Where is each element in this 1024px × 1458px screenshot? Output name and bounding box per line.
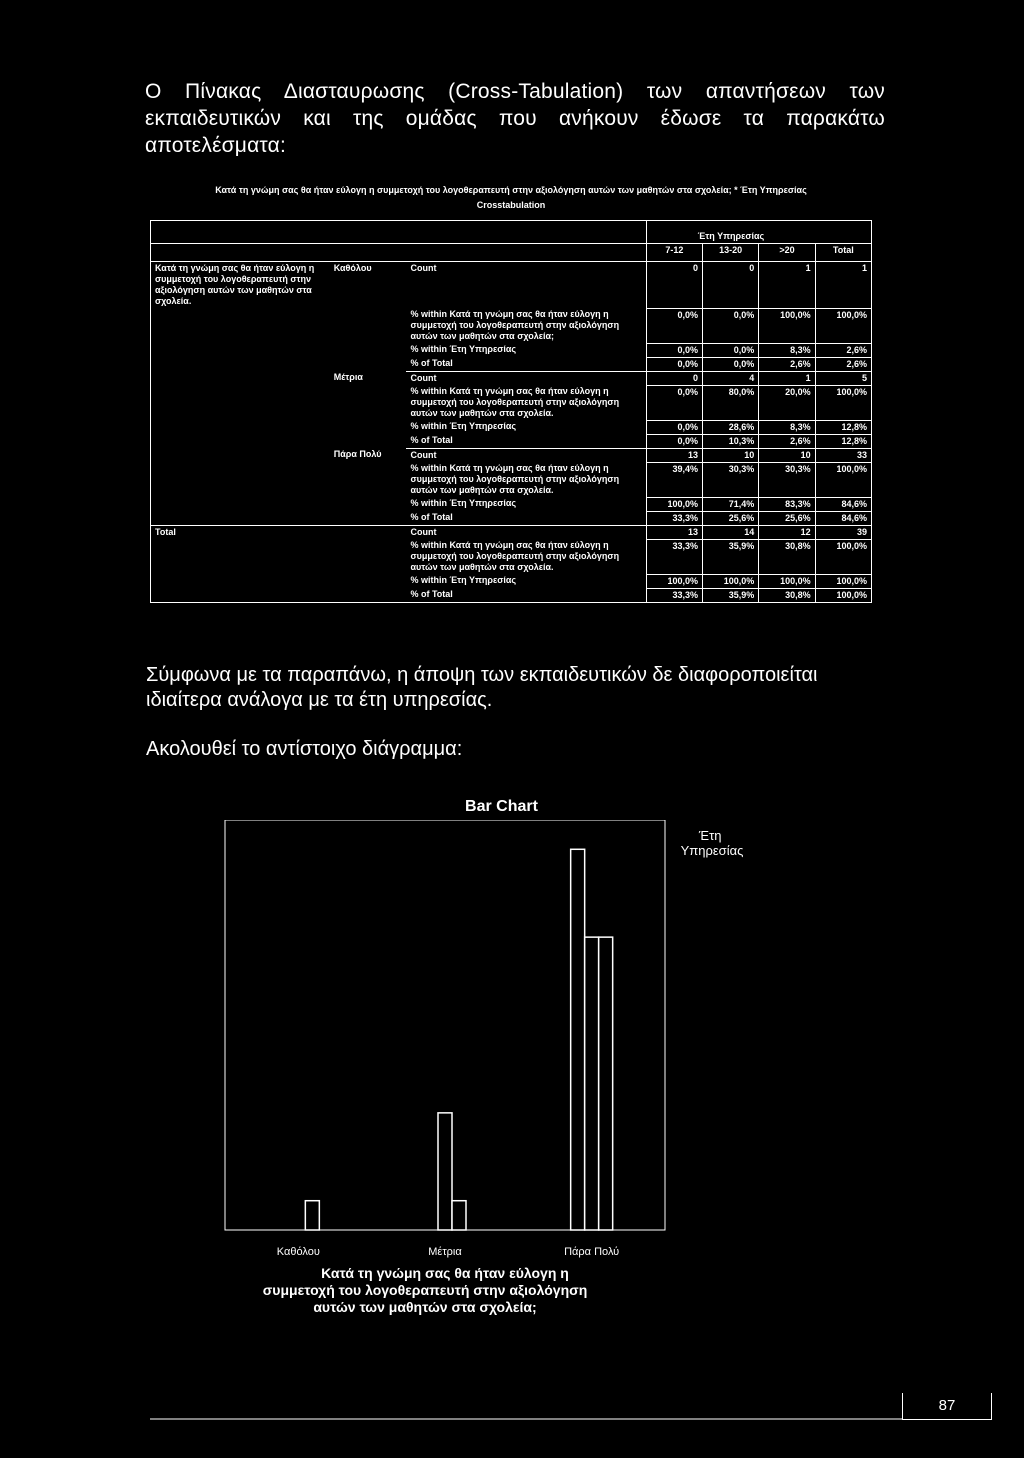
row-group-label: Καθόλου <box>333 263 372 273</box>
table-cell: 2,6% <box>815 343 871 357</box>
stat-label: % of Total <box>410 435 453 445</box>
table-cell: 84,6% <box>815 511 871 525</box>
table-caption <box>150 183 872 213</box>
stat-label: % of Total <box>410 589 453 599</box>
table-row <box>151 497 872 511</box>
table-cell: 12 <box>759 525 815 539</box>
stat-label: % of Total <box>410 512 453 522</box>
table-cell: 28,6% <box>703 420 759 434</box>
table-cell: 25,6% <box>759 511 815 525</box>
page-number: 87 <box>902 1393 992 1420</box>
table-cell: 80,0% <box>703 385 759 420</box>
table-cell: 100,0% <box>646 574 702 588</box>
table-cell: 13 <box>646 525 702 539</box>
table-cell: 100,0% <box>815 385 871 420</box>
chart-intro-paragraph: Ακολουθεί το αντίστοιχο διάγραμμα: <box>146 738 463 760</box>
row-variable-label: Κατά τη γνώμη σας θα ήταν εύλογη η συμμετοχή του λογοθεραπευτή στην αξιολόγηση αυτών των μαθητών στα σχολεία. <box>155 263 315 306</box>
table-cell: 13 <box>646 448 702 462</box>
table-cell: 0 <box>703 262 759 309</box>
table-row <box>151 308 872 343</box>
table-cell: 2,6% <box>815 357 871 371</box>
stat-label: Count <box>406 448 646 462</box>
chart-title: Bar Chart <box>465 798 538 815</box>
table-row <box>151 357 872 371</box>
table-cell: 8,3% <box>759 343 815 357</box>
table-cell: 14 <box>703 525 759 539</box>
crosstab-table <box>150 220 872 603</box>
bar-2-1 <box>585 937 599 1230</box>
stat-label: % of Total <box>410 358 453 368</box>
table-cell: 100,0% <box>646 497 702 511</box>
row-group-label: Total <box>151 525 407 539</box>
table-cell: 71,4% <box>703 497 759 511</box>
table-cell: 2,6% <box>759 434 815 448</box>
intro-paragraph: Ο Πίνακας Διασταυρωσης (Cross-Tabulation) των απαντήσεων των εκπαιδευτικών και της ομάδας που ανήκουν έδωσε τα παρακάτω αποτελέσματα: <box>145 80 885 157</box>
legend-title: Έτη Υπηρεσίας <box>680 828 744 858</box>
x-axis-title-line-1: Κατά τη γνώμη σας θα ήταν εύλογη η <box>321 1265 569 1281</box>
column-header: 7-12 <box>646 244 702 262</box>
table-cell: 0 <box>646 262 702 309</box>
bar-1-2 <box>452 1201 466 1230</box>
bar-1-1 <box>438 1113 452 1230</box>
table-row <box>151 262 872 309</box>
bar-2-0 <box>571 849 585 1230</box>
table-cell: 10 <box>759 448 815 462</box>
table-row <box>151 434 872 448</box>
table-cell: 100,0% <box>703 574 759 588</box>
conclusion-paragraph: Σύμφωνα με τα παραπάνω, η άποψη των εκπαιδευτικών δε διαφοροποιείται ιδιαίτερα ανάλογα με τα έτη υπηρεσίας. <box>146 664 818 711</box>
bar-2-2 <box>599 937 613 1230</box>
column-header: Total <box>815 244 871 262</box>
table-cell: 12,8% <box>815 434 871 448</box>
table-cell: 0,0% <box>646 343 702 357</box>
column-header: >20 <box>759 244 815 262</box>
x-axis-labels <box>277 1246 619 1258</box>
row-group-label: Πάρα Πολύ <box>333 449 382 459</box>
table-row <box>151 539 872 574</box>
table-cell: 30,3% <box>759 462 815 497</box>
x-tick-label: Πάρα Πολύ <box>564 1246 620 1258</box>
table-caption-text: Κατά τη γνώμη σας θα ήταν εύλογη η συμμετοχή του λογοθεραπευτή στην αξιολόγηση αυτών των μαθητών στα σχολεία; * Έτη Υπηρεσίας <box>215 185 807 195</box>
table-cell: 0,0% <box>703 343 759 357</box>
table-cell: 1 <box>815 262 871 309</box>
table-row <box>151 371 872 385</box>
table-cell: 100,0% <box>815 539 871 574</box>
table-cell: 33 <box>815 448 871 462</box>
table-cell: 33,3% <box>646 511 702 525</box>
x-tick-label: Καθόλου <box>276 1246 320 1258</box>
table-cell: 35,9% <box>703 588 759 602</box>
bar-0-2 <box>305 1201 319 1230</box>
table-cell: 84,6% <box>815 497 871 511</box>
stat-label: Count <box>406 525 646 539</box>
table-cell: 35,9% <box>703 539 759 574</box>
table-subcaption: Crosstabulation <box>476 200 546 210</box>
footer-rule <box>150 1393 902 1423</box>
table-row <box>151 420 872 434</box>
table-cell: 33,3% <box>646 539 702 574</box>
table-cell: 39 <box>815 525 871 539</box>
table-cell: 5 <box>815 371 871 385</box>
stat-label: % within Έτη Υπηρεσίας <box>410 344 517 354</box>
table-cell: 25,6% <box>703 511 759 525</box>
table-cell: 10 <box>703 448 759 462</box>
table-cell: 30,8% <box>759 539 815 574</box>
table-cell: 0,0% <box>646 357 702 371</box>
table-cell: 100,0% <box>815 462 871 497</box>
table-cell: 39,4% <box>646 462 702 497</box>
table-cell: 20,0% <box>759 385 815 420</box>
stat-label: % within Έτη Υπηρεσίας <box>410 421 517 431</box>
table-cell: 2,6% <box>759 357 815 371</box>
table-row <box>151 511 872 525</box>
table-cell: 0,0% <box>646 434 702 448</box>
stat-label: % within Έτη Υπηρεσίας <box>410 498 517 508</box>
table-cell: 10,3% <box>703 434 759 448</box>
table-cell: 1 <box>759 371 815 385</box>
table-cell: 33,3% <box>646 588 702 602</box>
x-tick-label: Μέτρια <box>428 1246 462 1258</box>
table-cell: 100,0% <box>815 308 871 343</box>
x-axis-title-line-3: αυτών των μαθητών στα σχολεία; <box>313 1299 537 1315</box>
table-cell: 12,8% <box>815 420 871 434</box>
table-row <box>151 588 872 602</box>
table-cell: 100,0% <box>815 588 871 602</box>
x-axis-title-line-2: συμμετοχή του λογοθεραπευτή στην αξιολόγηση <box>262 1282 588 1298</box>
group-header: Έτη Υπηρεσίας <box>646 221 815 244</box>
table-cell: 0,0% <box>703 308 759 343</box>
bar-chart <box>200 820 760 1320</box>
table-row <box>151 385 872 420</box>
table-cell: 8,3% <box>759 420 815 434</box>
row-group-label: Μέτρια <box>333 372 363 382</box>
table-row <box>151 462 872 497</box>
stat-label: % within Κατά τη γνώμη σας θα ήταν εύλογη η συμμετοχή του λογοθεραπευτή στην αξιολόγηση αυτών των μαθητών στα σχολεία. <box>410 386 620 418</box>
table-row <box>151 525 872 539</box>
table-cell: 30,8% <box>759 588 815 602</box>
table-cell: 100,0% <box>759 308 815 343</box>
stat-label: % within Κατά τη γνώμη σας θα ήταν εύλογη η συμμετοχή του λογοθεραπευτή στην αξιολόγηση αυτών των μαθητών στα σχολεία; <box>410 309 620 341</box>
table-cell: 30,3% <box>703 462 759 497</box>
table-cell: 1 <box>759 262 815 309</box>
table-row <box>151 448 872 462</box>
stat-label: % within Κατά τη γνώμη σας θα ήταν εύλογη η συμμετοχή του λογοθεραπευτή στην αξιολόγηση αυτών των μαθητών στα σχολεία. <box>410 540 620 572</box>
table-cell: 0 <box>646 371 702 385</box>
stat-label: % within Έτη Υπηρεσίας <box>410 575 517 585</box>
table-cell: 0,0% <box>646 385 702 420</box>
table-cell: 83,3% <box>759 497 815 511</box>
table-cell: 100,0% <box>759 574 815 588</box>
table-cell: 0,0% <box>646 308 702 343</box>
table-row <box>151 343 872 357</box>
table-cell: 0,0% <box>703 357 759 371</box>
stat-label: % within Κατά τη γνώμη σας θα ήταν εύλογη η συμμετοχή του λογοθεραπευτή στην αξιολόγηση αυτών των μαθητών στα σχολεία. <box>410 463 620 495</box>
table-row <box>151 574 872 588</box>
table-cell: 4 <box>703 371 759 385</box>
table-cell: 100,0% <box>815 574 871 588</box>
table-cell: 0,0% <box>646 420 702 434</box>
column-header: 13-20 <box>703 244 759 262</box>
stat-label: Count <box>410 263 437 273</box>
header-blank <box>151 221 647 244</box>
stat-label: Count <box>406 371 646 385</box>
